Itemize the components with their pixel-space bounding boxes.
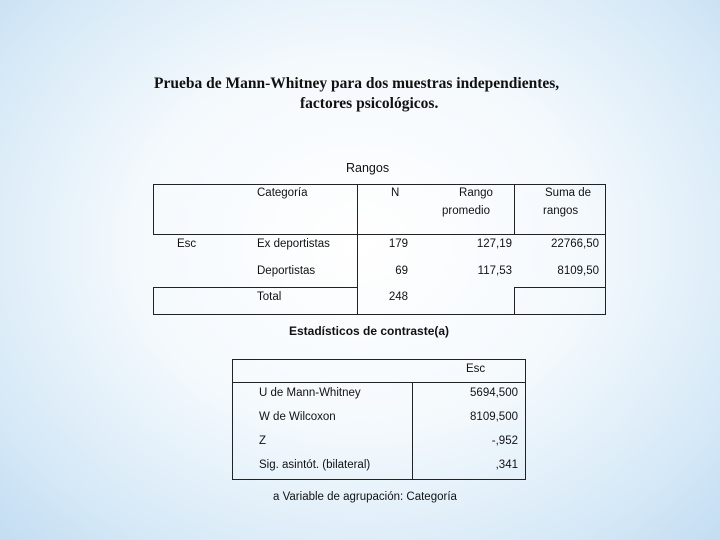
stats-left-border xyxy=(232,359,233,480)
header-sum-ranks-2: rangos xyxy=(543,205,579,217)
stat-label: U de Mann-Whitney xyxy=(259,387,361,399)
ranks-total-divider-right xyxy=(514,287,605,288)
ranks-top-border xyxy=(153,184,605,185)
stats-table-caption: Estadísticos de contraste(a) xyxy=(289,324,450,338)
ranks-col-divider-n xyxy=(357,184,358,315)
title-line-2: factores psicológicos. xyxy=(300,95,439,112)
row-sum-ranks: 22766,50 xyxy=(551,238,599,250)
header-sum-ranks-1: Suma de xyxy=(545,187,592,199)
slide-title xyxy=(120,74,660,114)
ranks-header-divider xyxy=(153,234,605,235)
ranks-table-caption: Rangos xyxy=(346,161,390,175)
header-category: Categoría xyxy=(257,187,308,199)
ranks-col-divider-sum-bottom xyxy=(514,287,515,315)
row-category: Ex deportistas xyxy=(257,238,330,250)
stats-col-divider xyxy=(412,382,413,480)
stats-column-header: Esc xyxy=(466,363,486,375)
stats-right-border xyxy=(525,359,526,480)
stat-label: Sig. asintót. (bilateral) xyxy=(259,459,371,471)
stats-header-divider xyxy=(232,382,526,383)
row-n: 179 xyxy=(388,238,408,250)
header-mean-rank-2: promedio xyxy=(442,205,490,217)
row-n: 69 xyxy=(395,265,408,277)
row-category: Deportistas xyxy=(257,265,316,277)
stat-value: ,341 xyxy=(495,459,518,471)
variable-label: Esc xyxy=(177,238,197,250)
ranks-total-divider xyxy=(153,287,357,288)
stats-top-border xyxy=(232,359,526,360)
ranks-bottom-border xyxy=(153,314,605,315)
header-mean-rank-1: Rango xyxy=(459,187,493,199)
stat-label: Z xyxy=(259,435,267,447)
row-sum-ranks: 8109,50 xyxy=(557,265,599,277)
ranks-left-border-top xyxy=(153,184,154,234)
stat-label: W de Wilcoxon xyxy=(259,411,336,423)
stat-value: 5694,500 xyxy=(470,387,518,399)
ranks-right-border xyxy=(605,184,606,315)
stat-value: -,952 xyxy=(491,435,518,447)
header-n: N xyxy=(391,187,400,199)
row-category: Total xyxy=(257,291,282,303)
title-line-1: Prueba de Mann-Whitney para dos muestras independientes, xyxy=(154,75,560,92)
row-mean-rank: 127,19 xyxy=(476,238,512,250)
stat-value: 8109,500 xyxy=(470,411,518,423)
ranks-col-divider-sum xyxy=(514,184,515,234)
footnote: a Variable de agrupación: Categoría xyxy=(273,491,457,503)
row-n: 248 xyxy=(388,291,408,303)
ranks-left-border-bottom xyxy=(153,287,154,315)
stats-bottom-border xyxy=(232,479,526,480)
row-mean-rank: 117,53 xyxy=(477,265,512,277)
